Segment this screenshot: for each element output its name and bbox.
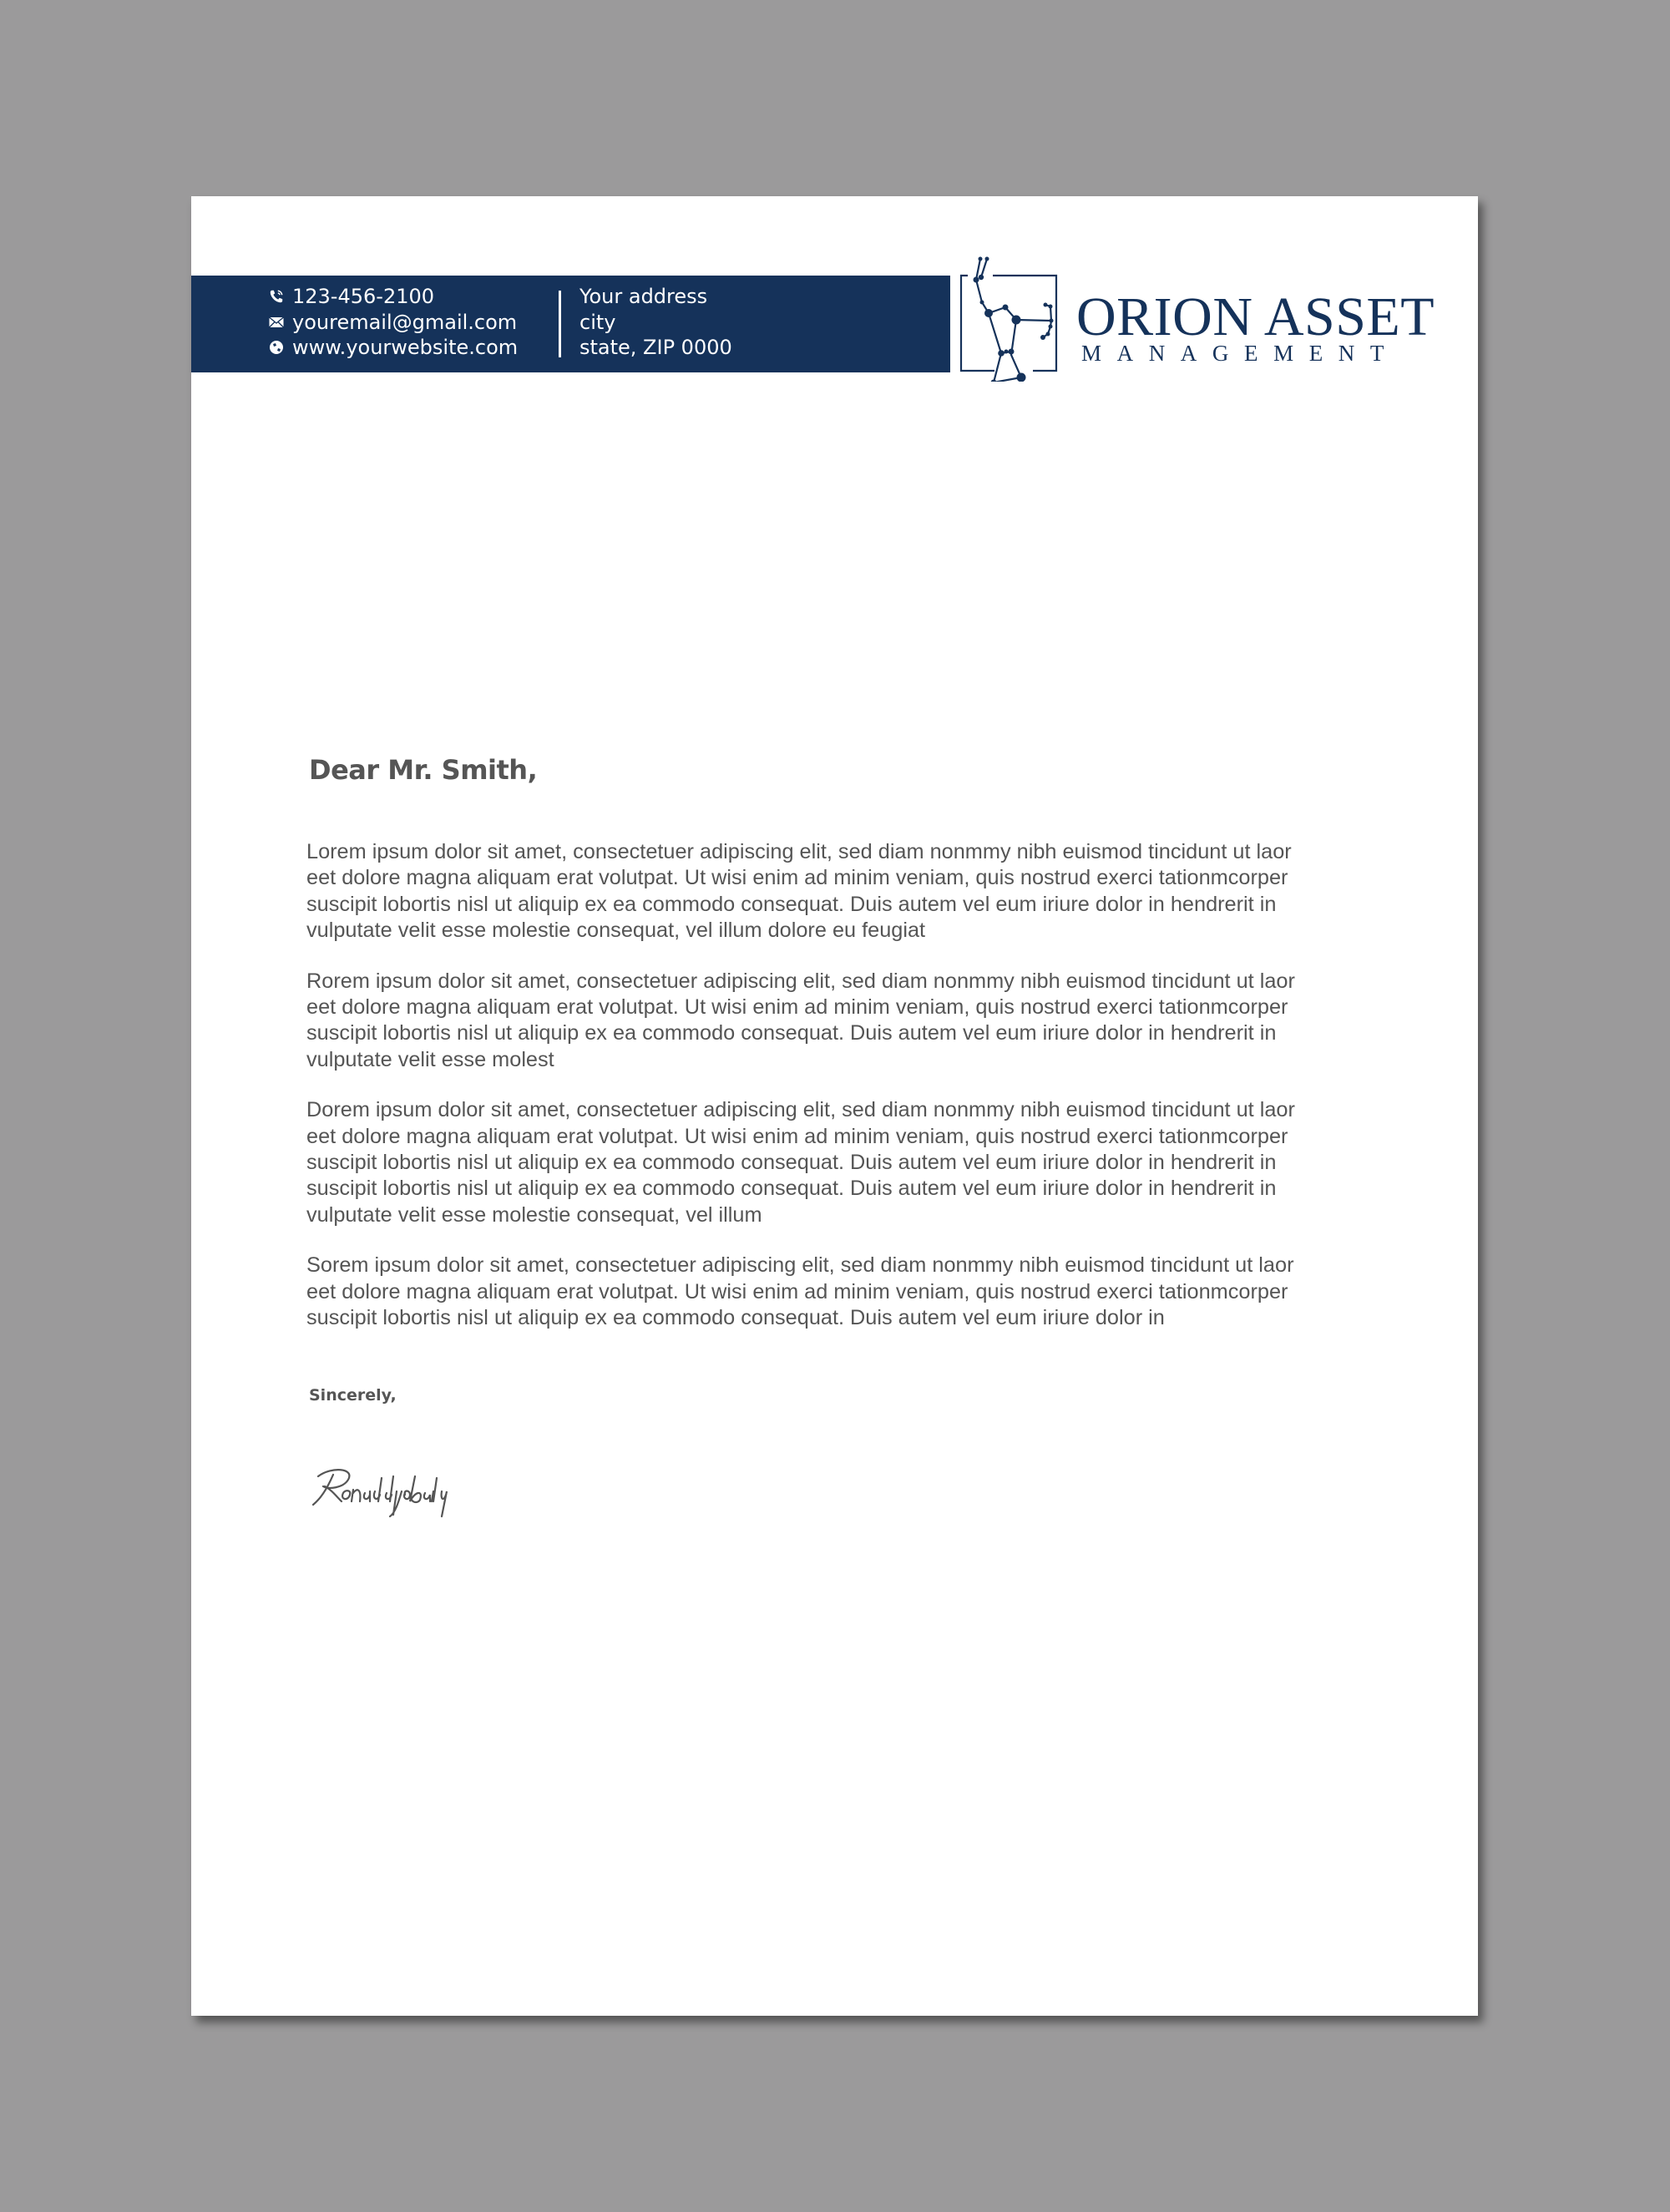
paragraph-4 (306, 1253, 1384, 1331)
text-line: suscipit lobortis nisl ut aliquip ex ea commodo consequat. Duis autem vel eum iriure dolor in hendrerit in (306, 1151, 1277, 1175)
company-tagline: MANAGEMENT (1081, 341, 1399, 366)
paragraph-1 (306, 839, 1384, 944)
text-line: Lorem ipsum dolor sit amet, consectetuer adipiscing elit, sed diam nonmmy nibh euismod tincidunt ut laor (306, 840, 1292, 863)
closing: Sincerely, (309, 1386, 397, 1405)
company-name: ORION ASSET (1076, 286, 1435, 347)
envelope-icon (268, 314, 285, 331)
signature (306, 1461, 473, 1520)
contact-divider (559, 291, 561, 357)
text-line: Rorem ipsum dolor sit amet, consectetuer adipiscing elit, sed diam nonmmy nibh euismod tincidunt ut laor (306, 969, 1295, 993)
orion-constellation-icon (959, 256, 1073, 382)
text-line: eet dolore magna aliquam erat volutpat. Ut wisi enim ad minim veniam, quis nostrud exerci tationmcorper (306, 1124, 1288, 1148)
text-line: suscipit lobortis nisl ut aliquip ex ea commodo consequat. Duis autem vel eum iriure dolor in hendrerit in (306, 1177, 1277, 1201)
contact-phone (268, 284, 518, 310)
text-line: eet dolore magna aliquam erat volutpat. Ut wisi enim ad minim veniam, quis nostrud exerci tationmcorper (306, 995, 1288, 1020)
text-line: vulputate velit esse molestie consequat, vel illum (306, 1202, 762, 1227)
text-line: Sorem ipsum dolor sit amet, consectetuer adipiscing elit, sed diam nonmmy nibh euismod tincidunt ut laor (306, 1253, 1294, 1278)
address-line-1: Your address (579, 285, 708, 308)
address-line-city: city (579, 310, 616, 334)
text-line: eet dolore magna aliquam erat volutpat. Ut wisi enim ad minim veniam, quis nostrud exerci tationmcorper (306, 1279, 1288, 1303)
address-line-state-zip: state, ZIP 0000 (579, 336, 732, 359)
text-line: suscipit lobortis nisl ut aliquip ex ea commodo consequat. Duis autem vel eum iriure dolor in (306, 1306, 1165, 1330)
paragraph-3 (306, 1097, 1384, 1228)
address-block (579, 284, 732, 361)
text-line: suscipit lobortis nisl ut aliquip ex ea commodo consequat. Duis autem vel eum iriure dolor in hendrerit in (306, 892, 1277, 916)
website-url: www.yourwebsite.com (292, 336, 519, 359)
phone-number: 123-456-2100 (292, 285, 435, 308)
paragraph-2 (306, 969, 1384, 1074)
text-line: vulputate velit esse molestie consequat, vel illum dolore eu feugiat (306, 919, 926, 943)
header-band (191, 276, 950, 372)
phone-icon (268, 288, 285, 305)
company-logo (959, 256, 1435, 382)
contact-email (268, 310, 518, 336)
salutation: Dear Mr. Smith, (309, 754, 538, 786)
email-address: youremail@gmail.com (292, 310, 518, 334)
text-line: vulputate velit esse molest (306, 1047, 554, 1071)
contact-block (268, 284, 518, 361)
text-line: suscipit lobortis nisl ut aliquip ex ea commodo consequat. Duis autem vel eum iriure dolor in hendrerit in (306, 1021, 1277, 1045)
letter-body (306, 839, 1384, 1356)
letter-page (191, 196, 1478, 2016)
contact-website (268, 335, 518, 361)
text-line: eet dolore magna aliquam erat volutpat. Ut wisi enim ad minim veniam, quis nostrud exerci tationmcorper (306, 866, 1288, 890)
company-wordmark (1076, 286, 1435, 366)
text-line: Dorem ipsum dolor sit amet, consectetuer adipiscing elit, sed diam nonmmy nibh euismod tincidunt ut laor (306, 1098, 1295, 1122)
globe-icon (268, 339, 285, 356)
